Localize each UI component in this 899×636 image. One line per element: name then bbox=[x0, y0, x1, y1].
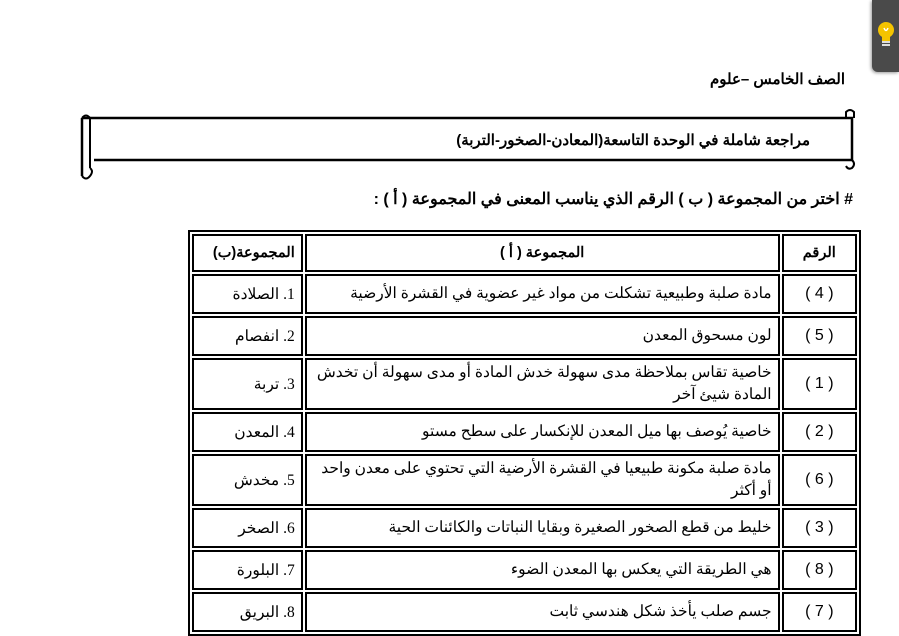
group-b-cell: 3. تربة bbox=[192, 358, 303, 410]
answer-cell: ( 4 ) bbox=[782, 274, 857, 314]
table-row bbox=[192, 550, 857, 590]
group-a-cell: مادة صلبة وطبيعية تشكلت من مواد غير عضوية في القشرة الأرضية bbox=[305, 274, 780, 314]
group-b-cell: 6. الصخر bbox=[192, 508, 303, 548]
group-a-cell: لون مسحوق المعدن bbox=[305, 316, 780, 356]
header-group-a: المجموعة ( أ ) bbox=[305, 234, 780, 272]
group-a-cell: خاصية تقاس بملاحظة مدى سهولة خدش المادة أو مدى سهولة أن تخدش المادة شيئ آخر bbox=[305, 358, 780, 410]
table-row bbox=[192, 454, 857, 506]
instruction-text: # اختر من المجموعة ( ب ) الرقم الذي يناسب المعنى في المجموعة ( أ ) : bbox=[373, 191, 853, 208]
answer-cell: ( 2 ) bbox=[782, 412, 857, 452]
group-a-cell: مادة صلبة مكونة طبيعيا في القشرة الأرضية التي تحتوي على معدن واحد أو أكثر bbox=[305, 454, 780, 506]
group-b-cell: 8. البريق bbox=[192, 592, 303, 632]
table-row bbox=[192, 316, 857, 356]
answer-cell: ( 8 ) bbox=[782, 550, 857, 590]
matching-table bbox=[188, 230, 861, 636]
answer-cell: ( 7 ) bbox=[782, 592, 857, 632]
group-b-cell: 1. الصلادة bbox=[192, 274, 303, 314]
table-header-row bbox=[192, 234, 857, 272]
group-a-cell: خليط من قطع الصخور الصغيرة وبقايا النباتات والكائنات الحية bbox=[305, 508, 780, 548]
answer-cell: ( 5 ) bbox=[782, 316, 857, 356]
group-a-cell: خاصية يُوصف بها ميل المعدن للإنكسار على سطح مستو bbox=[305, 412, 780, 452]
header-number: الرقم bbox=[782, 234, 857, 272]
review-title: مراجعة شاملة في الوحدة التاسعة(المعادن-الصخور-التربة) bbox=[456, 132, 810, 149]
group-a-cell: هي الطريقة التي يعكس بها المعدن الضوء bbox=[305, 550, 780, 590]
group-b-cell: 7. البلورة bbox=[192, 550, 303, 590]
review-title-banner bbox=[74, 108, 858, 182]
table-row bbox=[192, 412, 857, 452]
table-row bbox=[192, 592, 857, 632]
group-b-cell: 4. المعدن bbox=[192, 412, 303, 452]
table-row bbox=[192, 508, 857, 548]
answer-cell: ( 1 ) bbox=[782, 358, 857, 410]
answer-cell: ( 6 ) bbox=[782, 454, 857, 506]
table-row bbox=[192, 358, 857, 410]
lightbulb-icon bbox=[876, 20, 896, 48]
answer-cell: ( 3 ) bbox=[782, 508, 857, 548]
header-group-b: المجموعة(ب) bbox=[192, 234, 303, 272]
table-row bbox=[192, 274, 857, 314]
group-b-cell: 2. انفصام bbox=[192, 316, 303, 356]
group-a-cell: جسم صلب يأخذ شكل هندسي ثابت bbox=[305, 592, 780, 632]
grade-subject-heading: الصف الخامس –علوم bbox=[709, 71, 845, 88]
tips-tab[interactable] bbox=[872, 0, 899, 72]
group-b-cell: 5. مخدش bbox=[192, 454, 303, 506]
